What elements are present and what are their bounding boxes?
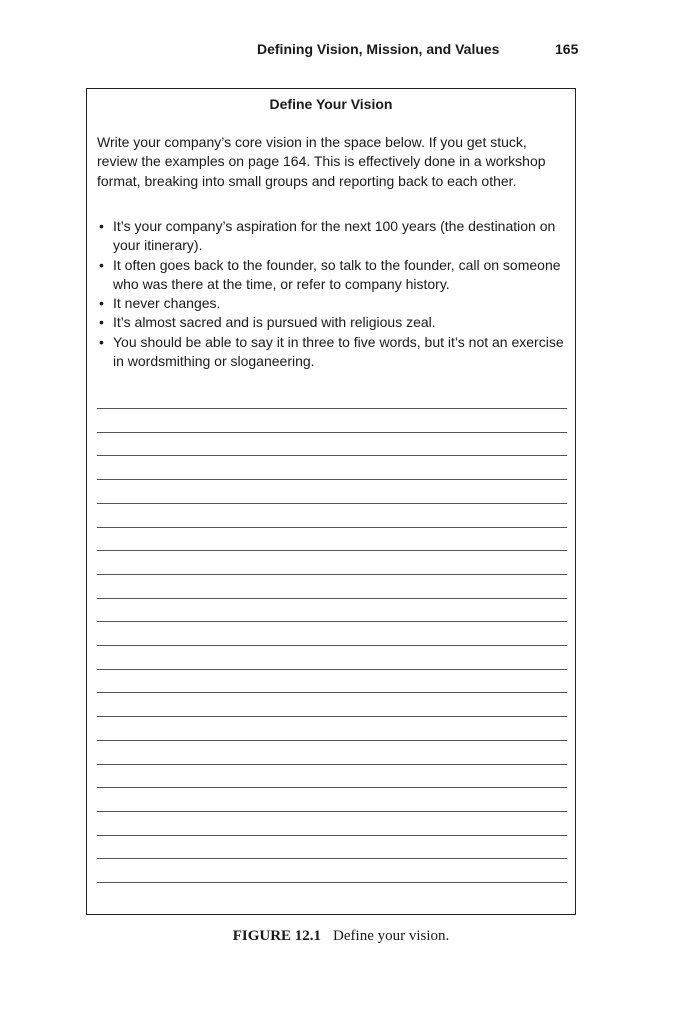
writing-line[interactable] — [97, 527, 567, 528]
page-number: 165 — [555, 41, 579, 57]
list-item — [97, 294, 567, 313]
writing-line[interactable] — [97, 835, 567, 836]
list-item-text: It’s your company’s aspiration for the next 100 years (the destination on your itinerary). — [113, 218, 556, 254]
list-item-text: It never changes. — [113, 295, 221, 312]
bullet-icon: • — [99, 314, 104, 331]
bullet-icon: • — [99, 218, 104, 234]
list-item — [97, 217, 567, 256]
list-item-text: It’s almost sacred and is pursued with religious zeal. — [113, 314, 436, 331]
list-item — [97, 333, 567, 372]
list-item-text: It often goes back to the founder, so talk to the founder, call on someone who was there at the time, or refer to company history. — [113, 256, 561, 292]
writing-line[interactable] — [97, 408, 567, 409]
list-item-text: You should be able to say it in three to five words, but it’s not an exercise in wordsmithing or sloganeering. — [113, 333, 564, 370]
writing-line[interactable] — [97, 716, 567, 717]
writing-line[interactable] — [97, 621, 567, 622]
writing-line[interactable] — [97, 479, 567, 480]
writing-line[interactable] — [97, 858, 567, 859]
writing-line[interactable] — [97, 764, 567, 765]
writing-line[interactable] — [97, 669, 567, 670]
writing-line[interactable] — [97, 692, 567, 693]
writing-line[interactable] — [97, 455, 567, 456]
worksheet-title: Define Your Vision — [269, 96, 393, 112]
writing-line[interactable] — [97, 503, 567, 504]
running-head-title: Defining Vision, Mission, and Values — [257, 41, 500, 57]
bullet-icon: • — [99, 333, 104, 350]
writing-line[interactable] — [97, 574, 567, 575]
writing-line[interactable] — [97, 432, 567, 433]
bullet-icon: • — [99, 295, 104, 312]
bullet-icon: • — [99, 256, 104, 273]
vision-worksheet-box — [86, 88, 576, 915]
figure-caption — [0, 928, 682, 945]
writing-line[interactable] — [97, 645, 567, 646]
list-item — [97, 256, 567, 295]
vision-criteria-list — [97, 217, 567, 371]
writing-line[interactable] — [97, 787, 567, 788]
running-head — [0, 40, 682, 60]
writing-line[interactable] — [97, 740, 567, 741]
writing-line[interactable] — [97, 882, 567, 883]
figure-caption-text: Define your vision. — [333, 928, 450, 944]
figure-label: FIGURE 12.1 — [232, 928, 322, 944]
writing-line[interactable] — [97, 550, 567, 551]
writing-line[interactable] — [97, 811, 567, 812]
worksheet-instructions: Write your company’s core vision in the space below. If you get stuck, review the examples on page 164. This is effectively done in a workshop format, breaking into small groups and reporting back to each other. — [97, 134, 546, 189]
writing-line[interactable] — [97, 598, 567, 599]
list-item — [97, 313, 567, 332]
